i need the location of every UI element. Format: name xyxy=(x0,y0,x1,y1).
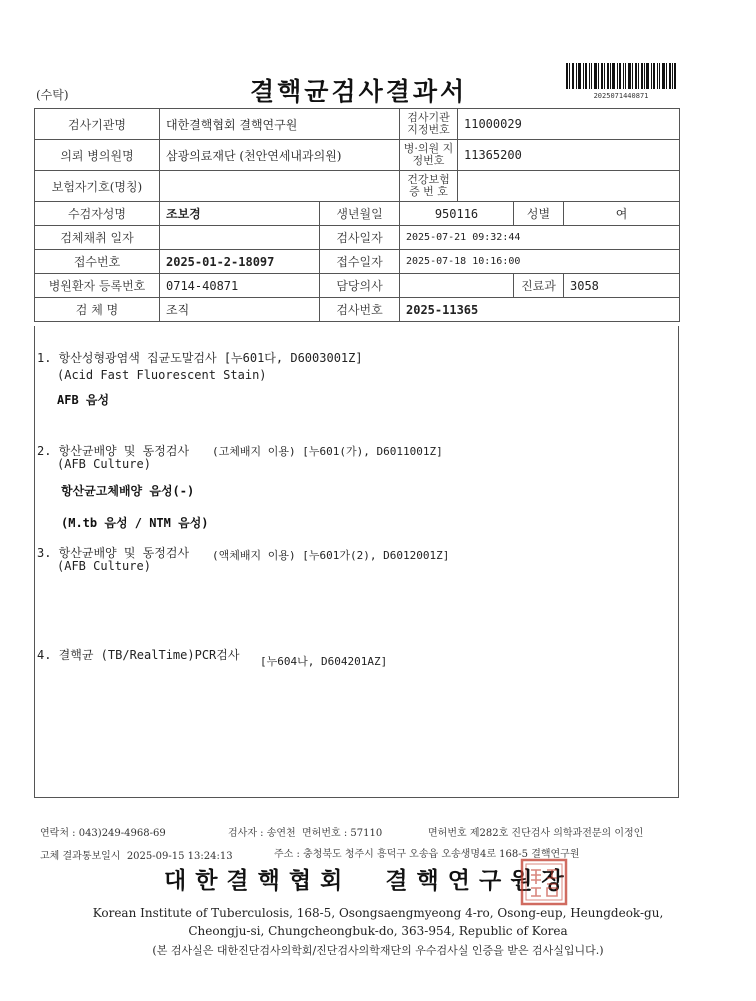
test1-result: AFB 음성 xyxy=(57,393,110,407)
test2-method: (고체배지 이용) [누601(가), D6011001Z] xyxy=(212,445,443,458)
test2-title: 2. 항산균배양 및 동정검사 xyxy=(37,444,190,458)
test3-method: (액체배지 이용) [누601가(2), D6012001Z] xyxy=(212,549,450,562)
test2-result: 항산균고체배양 음성(-) xyxy=(61,484,195,498)
dept-label: 진료과 xyxy=(514,274,564,298)
address-en-line2: Cheongju-si, Chungcheongbuk-do, 363-954, Republic of Korea xyxy=(188,924,568,938)
test2-species: (M.tb 음성 / NTM 음성) xyxy=(61,516,209,530)
patient-name: 조보경 xyxy=(160,202,320,226)
requester: 삼광의료재단 (천안연세내과의원) xyxy=(160,140,400,171)
receipt-no: 2025-01-2-18097 xyxy=(160,250,320,274)
receipt-no-label: 접수번호 xyxy=(35,250,160,274)
row-dates xyxy=(35,226,680,250)
examiner: 검사자 : 송연천 면허번호 : 57110 xyxy=(228,828,383,839)
document-title: 결핵균검사결과서 xyxy=(250,77,468,106)
test-no-label: 검사번호 xyxy=(320,298,400,322)
test-date-label: 검사일자 xyxy=(320,226,400,250)
lab-name-label: 검사기관명 xyxy=(35,109,160,140)
address-kr: 주소 : 충청북도 청주시 흥덕구 오송읍 오송생명4로 168-5 결핵연구원 xyxy=(274,849,580,860)
clinic-id-label: 병·의원 지정번호 xyxy=(400,140,458,171)
barcode-icon xyxy=(566,63,676,89)
health-ins xyxy=(458,171,680,202)
row-patient xyxy=(35,202,680,226)
sex-label: 성별 xyxy=(514,202,564,226)
doctor xyxy=(400,274,514,298)
test4-code: [누604나, D604201AZ] xyxy=(260,655,388,668)
insured xyxy=(160,171,400,202)
row-requester xyxy=(35,140,680,171)
info-table xyxy=(34,108,680,322)
specimen-label: 검 체 명 xyxy=(35,298,160,322)
certification-note: (본 검사실은 대한진단검사의학회/진단검사의학재단의 우수검사실 인증을 받은 검사실입니다.) xyxy=(152,944,604,957)
sex: 여 xyxy=(564,202,680,226)
health-ins-label: 건강보험 증 번 호 xyxy=(400,171,458,202)
doctor-label: 담당의사 xyxy=(320,274,400,298)
receipt-date: 2025-07-18 10:16:00 xyxy=(400,250,680,274)
clinic-id: 11365200 xyxy=(458,140,680,171)
collect-date xyxy=(160,226,320,250)
insured-label: 보험자기호(명칭) xyxy=(35,171,160,202)
lab-name: 대한결핵협회 결핵연구원 xyxy=(160,109,400,140)
contact: 연락처 : 043)249-4968-69 xyxy=(40,828,166,839)
test1-title: 1. 항산성형광염색 집균도말검사 [누601다, D6003001Z] xyxy=(37,351,363,365)
test1-subtitle: (Acid Fast Fluorescent Stain) xyxy=(57,368,267,382)
physician: 면허번호 제282호 진단검사 의학과전문의 이정인 xyxy=(428,828,644,839)
test3-title: 3. 항산균배양 및 동정검사 xyxy=(37,546,190,560)
patient-reg-label: 병원환자 등록번호 xyxy=(35,274,160,298)
row-specimen xyxy=(35,298,680,322)
notify-datetime: 고체 결과통보일시 2025-09-15 13:24:13 xyxy=(40,851,233,862)
test3-subtitle: (AFB Culture) xyxy=(57,559,151,573)
birth-label: 생년월일 xyxy=(320,202,400,226)
patient-name-label: 수검자성명 xyxy=(35,202,160,226)
receipt-tag: (수탁) xyxy=(36,88,69,102)
barcode-number: 2025071440871 xyxy=(593,92,649,100)
test-date: 2025-07-21 09:32:44 xyxy=(400,226,680,250)
row-registration xyxy=(35,274,680,298)
row-insured xyxy=(35,171,680,202)
institute-name: 대한결핵협회 결핵연구원장 xyxy=(164,867,573,894)
lab-id: 11000029 xyxy=(458,109,680,140)
birth: 950116 xyxy=(400,202,514,226)
test4-title: 4. 결핵균 (TB/RealTime)PCR검사 xyxy=(37,648,240,662)
requester-label: 의뢰 병의원명 xyxy=(35,140,160,171)
lab-id-label: 검사기관 지정번호 xyxy=(400,109,458,140)
row-receipt xyxy=(35,250,680,274)
address-en-line1: Korean Institute of Tuberculosis, 168-5, Osongsaengmyeong 4-ro, Osong-eup, Heungdeok-gu, xyxy=(92,906,664,920)
dept: 3058 xyxy=(564,274,680,298)
receipt-date-label: 접수일자 xyxy=(320,250,400,274)
collect-date-label: 검체채취 일자 xyxy=(35,226,160,250)
official-seal-icon xyxy=(520,858,568,906)
row-lab xyxy=(35,109,680,140)
test2-subtitle: (AFB Culture) xyxy=(57,457,151,471)
test-no: 2025-11365 xyxy=(400,298,680,322)
specimen: 조직 xyxy=(160,298,320,322)
patient-reg: 0714-40871 xyxy=(160,274,320,298)
